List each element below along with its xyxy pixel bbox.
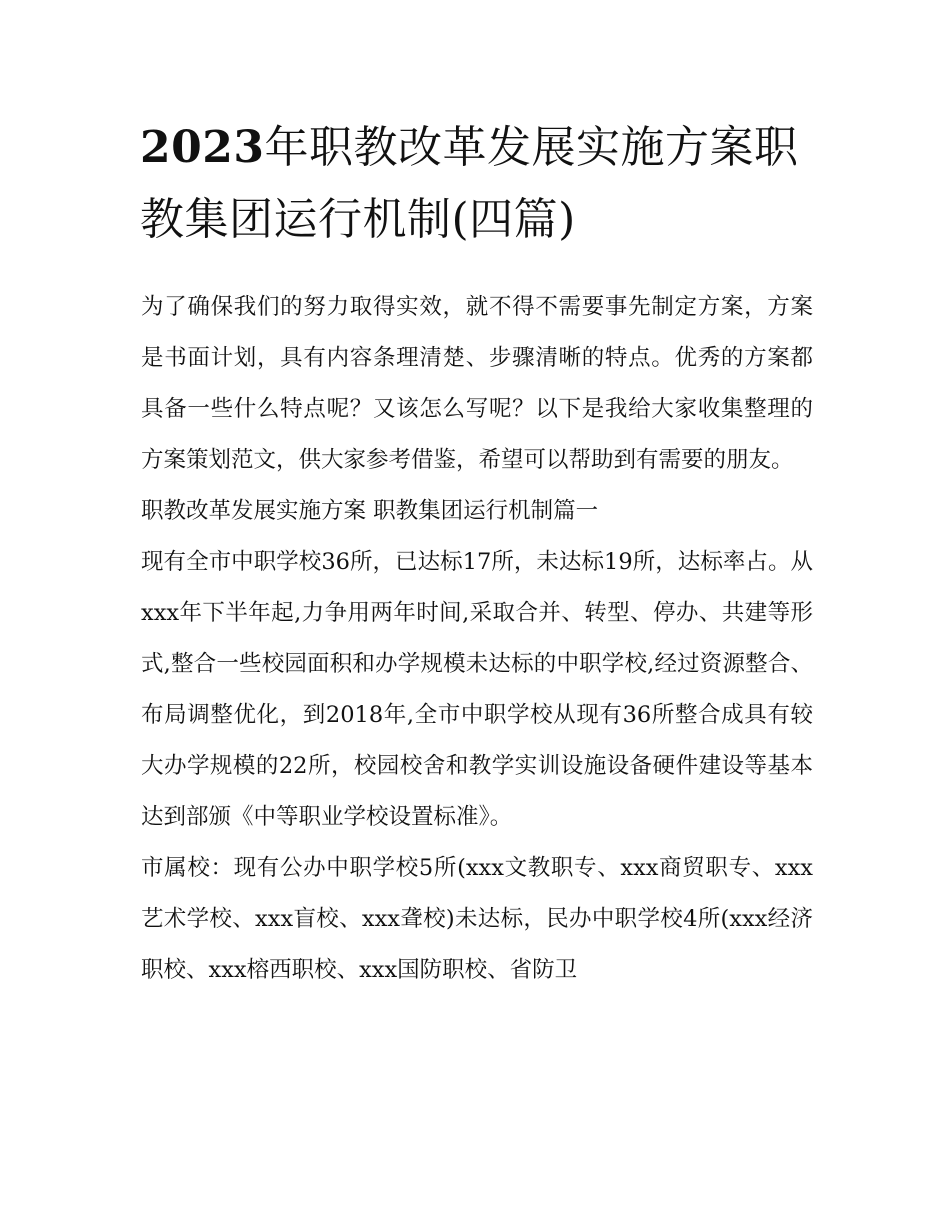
document-title <box>140 112 820 256</box>
title-text: 年职教改革发展实施方案职教集团运行机制(四篇) <box>140 122 799 245</box>
body-paragraph: 现有全市中职学校36所，已达标17所，未达标19所，达标率占。从xxx年下半年起,力争用两年时间,采取合并、转型、停办、共建等形式,整合一些校园面积和办学规模未达标的中职学校,经过资源整合、布局调整优化，到2018年,全市中职学校从现有36所整合成具有较大办学规模的22所，校园校舍和教学实训设施设备硬件建设等基本达到部颁《中等职业学校设置标准》。 <box>141 549 813 830</box>
title-year: 2023 <box>140 122 265 173</box>
body-paragraph: 市属校：现有公办中职学校5所(xxx文教职专、xxx商贸职专、xxx艺术学校、xxx盲校、xxx聋校)未达标，民办中职学校4所(xxx经济职校、xxx榕西职校、xxx国防职校、省防卫 <box>141 855 813 983</box>
intro-paragraph: 为了确保我们的努力取得实效，就不得不需要事先制定方案，方案是书面计划，具有内容条理清楚、步骤清晰的特点。优秀的方案都具备一些什么特点呢？又该怎么写呢？以下是我给大家收集整理的方案策划范文，供大家参考借鉴，希望可以帮助到有需要的朋友。 <box>141 294 813 473</box>
document-body <box>141 282 813 996</box>
section-heading: 职教改革发展实施方案 职教集团运行机制篇一 <box>141 498 599 524</box>
